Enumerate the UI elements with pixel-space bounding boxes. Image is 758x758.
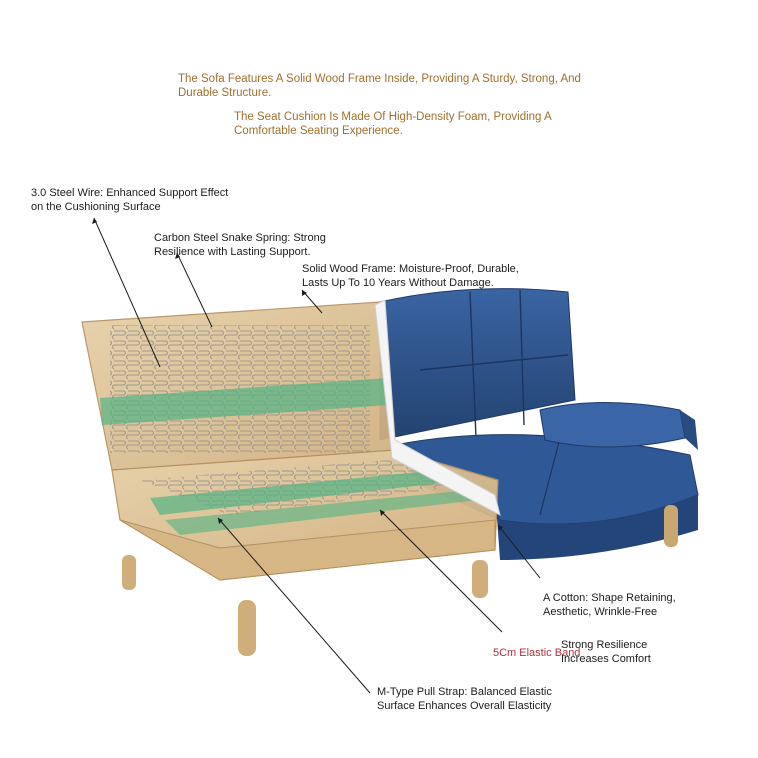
m-type-strap-line2: Surface Enhances Overall Elasticity: [377, 700, 552, 712]
cushion-headline-line2: Comfortable Seating Experience.: [234, 125, 403, 137]
frame-headline-line1: The Sofa Features A Solid Wood Frame Inside, Providing A Sturdy, Strong, And: [178, 73, 581, 85]
cotton-line2: Aesthetic, Wrinkle-Free: [543, 606, 658, 618]
wood-frame-line1: Solid Wood Frame: Moisture-Proof, Durable,: [302, 263, 519, 275]
cotton-callout: [543, 591, 676, 619]
m-type-strap-line1: M-Type Pull Strap: Balanced Elastic: [377, 686, 552, 698]
frame-headline: [178, 72, 581, 100]
steel-wire-line2: on the Cushioning Surface: [31, 201, 161, 213]
snake-spring-callout: [154, 231, 326, 259]
steel-wire-callout: [31, 186, 228, 214]
wood-frame-line2: Lasts Up To 10 Years Without Damage.: [302, 277, 494, 289]
frame-headline-line2: Durable Structure.: [178, 87, 272, 99]
cushion-headline-line1: The Seat Cushion Is Made Of High-Density Foam, Providing A: [234, 111, 552, 123]
resilience-callout: [561, 638, 651, 666]
wood-frame-callout: [302, 262, 519, 290]
resilience-line2: Increases Comfort: [561, 653, 651, 665]
snake-spring-line1: Carbon Steel Snake Spring: Strong: [154, 232, 326, 244]
cotton-line1: A Cotton: Shape Retaining,: [543, 592, 676, 604]
resilience-line1: Strong Resilience: [561, 639, 648, 651]
snake-spring-line2: Resilience with Lasting Support.: [154, 246, 311, 258]
m-type-strap-callout: [377, 685, 552, 713]
elastic-band-label: 5Cm Elastic Band: [493, 647, 581, 659]
steel-wire-line1: 3.0 Steel Wire: Enhanced Support Effect: [31, 187, 229, 199]
cushion-headline: [234, 110, 552, 138]
